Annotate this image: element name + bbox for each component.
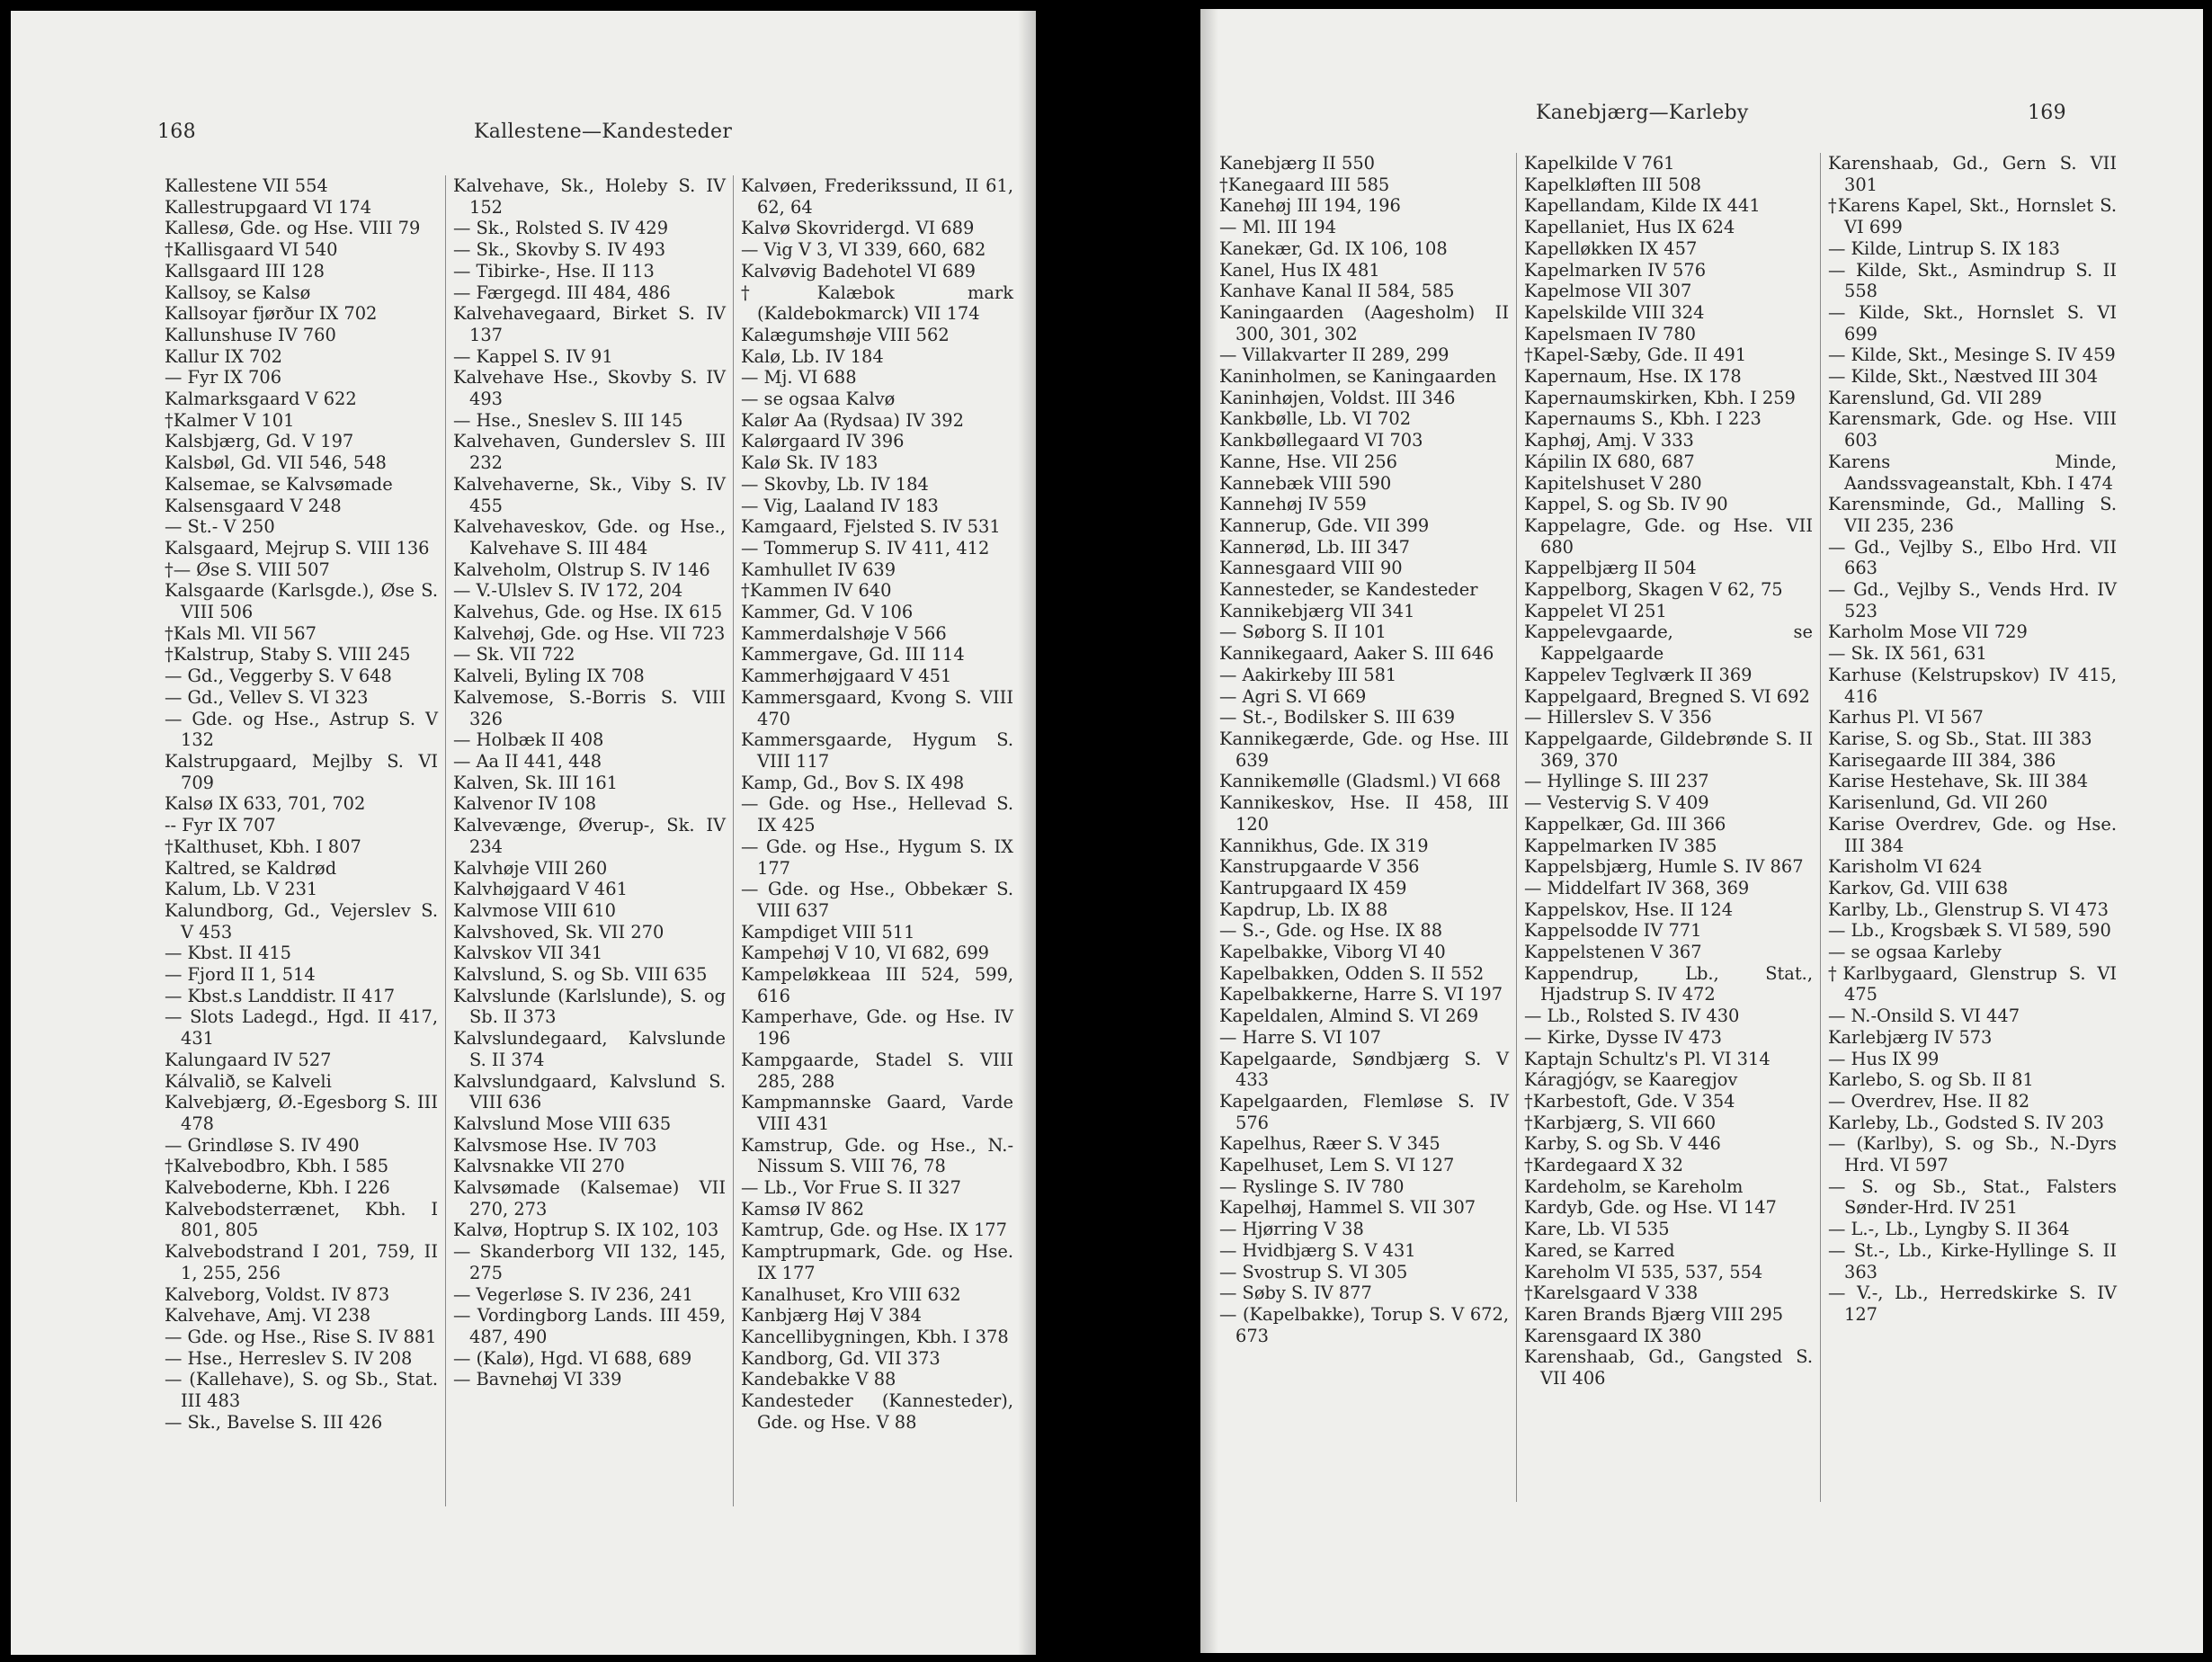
index-entry: — (Kapelbakke), Torup S. V 672, 673: [1219, 1303, 1509, 1346]
index-entry: Kannesgaard VIII 90: [1219, 558, 1403, 579]
index-entry: Kalvøen, Frederikssund, II 61, 62, 64: [741, 175, 1013, 218]
index-entry: Kalungaard IV 527: [165, 1049, 332, 1070]
index-entry: Karens Minde, Aandssvageanstalt, Kbh. I 474: [1828, 451, 2117, 494]
index-entry: Karenslund, Gd. VII 289: [1828, 387, 2042, 408]
index-entry: Kalvslundgaard, Kalvslund S. VIII 636: [453, 1070, 726, 1113]
index-entry: Kalvhøjgaard V 461: [453, 879, 628, 900]
index-entry: Karensgaard IX 380: [1524, 1325, 1702, 1346]
index-entry: Kannebæk VIII 590: [1219, 472, 1392, 494]
index-entry: †Kals Ml. VII 567: [165, 622, 317, 644]
index-entry: — Skanderborg VII 132, 145, 275: [453, 1241, 726, 1283]
index-entry: Kapelgaarden, Flemløse S. IV 576: [1219, 1090, 1509, 1133]
index-entry: Kalvsømade (Kalsemae) VII 270, 273: [453, 1177, 726, 1220]
index-entry: — N.-Onsild S. VI 447: [1828, 1005, 2020, 1027]
index-entry: — Vegerløse S. IV 236, 241: [453, 1283, 693, 1305]
index-entry: Kapelhuset, Lem S. VI 127: [1219, 1155, 1455, 1176]
index-entry: Karhuse (Kelstrupskov) IV 415, 416: [1828, 664, 2117, 707]
index-entry: Karlby, Lb., Glenstrup S. VI 473: [1828, 898, 2109, 920]
index-entry: Kalveholm, Olstrup S. IV 146: [453, 558, 710, 580]
index-entry: Kalsemae, se Kalvsømade: [165, 473, 393, 495]
index-entry: Kanstrupgaarde V 356: [1219, 856, 1420, 878]
index-entry: Kappelgaard, Bregned S. VI 692: [1524, 685, 1810, 707]
index-entry: Kalveborg, Voldst. IV 873: [165, 1283, 390, 1305]
index-entry: — Kilde, Skt., Hornslet S. VI 699: [1828, 301, 2117, 344]
index-entry: — Sk. IX 561, 631: [1828, 643, 1987, 665]
index-entry: †Kallisgaard VI 540: [165, 239, 338, 261]
index-columns: [1212, 153, 2197, 1502]
index-entry: Kappendrup, Lb., Stat., Hjadstrup S. IV 472: [1524, 962, 1813, 1005]
index-entry: Kalvehave, Amj. VI 238: [165, 1305, 371, 1327]
index-entry: Kapernaum, Hse. IX 178: [1524, 366, 1742, 388]
index-entry: Kalveboderne, Kbh. I 226: [165, 1177, 390, 1199]
index-entry: — Gd., Vejlby S., Elbo Hrd. VII 663: [1828, 536, 2117, 579]
index-entry: Kalveli, Byling IX 708: [453, 666, 645, 687]
index-entry: — S. og Sb., Stat., Falsters Sønder-Hrd. IV 251: [1828, 1175, 2117, 1219]
index-entry: Kalvslund, S. og Sb. VIII 635: [453, 964, 708, 986]
index-entry: — Gde. og Hse., Hygum S. IX 177: [741, 835, 1013, 879]
index-entry: Kapelgaarde, Søndbjærg S. V 433: [1219, 1048, 1509, 1091]
index-entry: †Karbjærg, S. VII 660: [1524, 1112, 1717, 1133]
index-entry: — Hse., Herreslev S. IV 208: [165, 1347, 413, 1369]
index-entry: Kapernaumskirken, Kbh. I 259: [1524, 387, 1796, 408]
index-entry: Karlebo, S. og Sb. II 81: [1828, 1069, 2034, 1091]
index-entry: Karkov, Gd. VIII 638: [1828, 877, 2009, 898]
index-entry: — Fjord II 1, 514: [165, 964, 316, 986]
index-entry: — Gde. og Hse., Astrup S. V 132: [165, 708, 438, 751]
index-entry: Kappelsodde IV 771: [1524, 920, 1702, 942]
index-entry: Kannesteder, se Kandesteder: [1219, 579, 1478, 601]
index-entry: Kappelgaarde, Gildebrønde S. II 369, 370: [1524, 728, 1813, 771]
index-entry: Kandebakke V 88: [741, 1369, 896, 1390]
index-entry: Kalvslund Mose VIII 635: [453, 1112, 672, 1134]
index-entry: — L.-, Lb., Lyngby S. II 364: [1828, 1219, 2070, 1240]
index-entry: Kalør Aa (Rydsaa) IV 392: [741, 409, 964, 431]
index-entry: — Gde. og Hse., Rise S. IV 881: [165, 1326, 437, 1347]
index-entry: Kardeholm, se Kareholm: [1524, 1175, 1744, 1197]
index-entry: — Fyr IX 706: [165, 367, 282, 389]
index-entry: — Grindløse S. IV 490: [165, 1134, 360, 1156]
index-entry: Kalvemose, S.-Borris S. VIII 326: [453, 686, 726, 729]
index-entry: †Kalvebodbro, Kbh. I 585: [165, 1156, 389, 1177]
index-entry: Kapelbakke, Viborg VI 40: [1219, 942, 1446, 963]
index-entry: Kantrupgaard IX 459: [1219, 877, 1407, 898]
index-column-3: [1820, 153, 2124, 1502]
index-entry: Kappelet VI 251: [1524, 600, 1667, 621]
index-entry: — Svostrup S. VI 305: [1219, 1261, 1408, 1282]
index-entry: Kalsensgaard V 248: [165, 495, 342, 516]
index-entry: Kappelkær, Gd. III 366: [1524, 813, 1726, 835]
index-entry: Kapitelshuset V 280: [1524, 472, 1702, 494]
index-entry: Karlebjærg IV 573: [1828, 1026, 1993, 1048]
index-entry: Kannikeskov, Hse. II 458, III 120: [1219, 792, 1509, 835]
index-entry: — Kilde, Skt., Mesinge S. IV 459: [1828, 344, 2116, 366]
index-entry: Kalvehaveskov, Gde. og Hse., Kalvehave S. III 484: [453, 516, 726, 558]
index-entry: — Kilde, Lintrup S. IX 183: [1828, 237, 2060, 259]
index-entry: Kálvalið, se Kalveli: [165, 1070, 332, 1092]
index-entry: Kalvsnakke VII 270: [453, 1156, 625, 1177]
index-entry: — Sk., Bavelse S. III 426: [165, 1411, 383, 1433]
index-entry: Kapdrup, Lb. IX 88: [1219, 898, 1388, 920]
index-entry: — Hse., Sneslev S. III 145: [453, 409, 683, 431]
index-entry: Kamgaard, Fjelsted S. IV 531: [741, 516, 1001, 538]
index-entry: — Hus IX 99: [1828, 1048, 1940, 1069]
index-entry: — Sk., Rolsted S. IV 429: [453, 218, 669, 239]
index-entry: — Hillerslev S. V 356: [1524, 707, 1712, 728]
index-entry: Kalsgaarde (Karlsgde.), Øse S. VIII 506: [165, 580, 438, 623]
index-entry: Kallestene VII 554: [165, 175, 328, 196]
index-entry: — Ml. III 194: [1219, 217, 1337, 238]
index-entry: Kammersgaard, Kvong S. VIII 470: [741, 686, 1013, 729]
index-entry: — Holbæk II 408: [453, 729, 604, 751]
index-entry: Kalvskov VII 341: [453, 943, 603, 964]
index-entry: Kappelagre, Gde. og Hse. VII 680: [1524, 514, 1813, 558]
index-entry: Kappelmarken IV 385: [1524, 835, 1717, 856]
index-entry: — Hjørring V 38: [1219, 1219, 1364, 1240]
index-entry: Kampgaarde, Stadel S. VIII 285, 288: [741, 1049, 1013, 1092]
index-entry: Kancellibygningen, Kbh. I 378: [741, 1326, 1009, 1347]
index-entry: — Skovby, Lb. IV 184: [741, 473, 929, 495]
index-entry: Kápilin IX 680, 687: [1524, 451, 1695, 472]
index-entry: Kammer, Gd. V 106: [741, 602, 914, 623]
index-entry: Kalvslunde (Karlslunde), S. og Sb. II 373: [453, 985, 726, 1028]
index-entry: Karensmark, Gde. og Hse. VIII 603: [1828, 408, 2117, 451]
index-entry: — Kappel S. IV 91: [453, 345, 613, 367]
index-entry: Kandesteder (Kannesteder), Gde. og Hse. V 88: [741, 1390, 1013, 1433]
index-entry: — Lb., Krogsbæk S. VI 589, 590: [1828, 920, 2111, 942]
index-entry: Kalundborg, Gd., Vejerslev S. V 453: [165, 899, 438, 943]
index-entry: — Vordingborg Lands. III 459, 487, 490: [453, 1305, 726, 1347]
index-entry: — Sk., Skovby S. IV 493: [453, 239, 666, 261]
index-entry: Kalvslundegaard, Kalvslunde S. II 374: [453, 1028, 726, 1070]
index-column-3: [733, 175, 1021, 1506]
index-entry: — Overdrev, Hse. II 82: [1828, 1090, 2030, 1112]
index-entry: Kalvmose VIII 610: [453, 899, 617, 921]
index-entry: Kallunshuse IV 760: [165, 324, 336, 345]
index-entry: — S.-, Gde. og Hse. IX 88: [1219, 920, 1443, 942]
index-entry: — se ogsaa Karleby: [1828, 942, 2002, 963]
index-entry: — Tibirke-, Hse. II 113: [453, 260, 655, 281]
running-head: Kallestene—Kandesteder: [474, 121, 733, 143]
index-entry: — Lb., Vor Frue S. II 327: [741, 1177, 961, 1199]
index-entry: Kappelevgaarde, se Kappelgaarde: [1524, 621, 1813, 665]
index-entry: Kaninhøjen, Voldst. III 346: [1219, 387, 1456, 408]
index-entry: Kalvebodsterrænet, Kbh. I 801, 805: [165, 1198, 438, 1241]
index-entry: — Gd., Vellev S. VI 323: [165, 686, 369, 708]
index-entry: Karen Brands Bjærg VIII 295: [1524, 1303, 1784, 1325]
index-entry: Karholm Mose VII 729: [1828, 621, 2028, 643]
index-entry: Kalvenor IV 108: [453, 793, 597, 815]
index-entry: Kanebjærg II 550: [1219, 153, 1376, 174]
index-entry: Kannerød, Lb. III 347: [1219, 536, 1410, 558]
index-entry: — Gd., Vejlby S., Vends Hrd. IV 523: [1828, 579, 2117, 621]
index-entry: — (Kallehave), S. og Sb., Stat. III 483: [165, 1369, 438, 1412]
index-entry: †Karens Kapel, Skt., Hornslet S. VI 699: [1828, 195, 2117, 238]
index-entry: Kamhullet IV 639: [741, 558, 896, 580]
index-column-2: [445, 175, 733, 1506]
index-entry: Kared, se Karred: [1524, 1239, 1675, 1261]
index-entry: Kammersgaarde, Hygum S. VIII 117: [741, 729, 1013, 772]
index-entry: Kardyb, Gde. og Hse. VI 147: [1524, 1197, 1777, 1219]
index-entry: — Agri S. VI 669: [1219, 685, 1367, 707]
index-entry: Kammergave, Gd. III 114: [741, 644, 965, 666]
index-entry: — Gde. og Hse., Hellevad S. IX 425: [741, 793, 1013, 836]
index-entry: Karisholm VI 624: [1828, 856, 1983, 878]
index-entry: — Aakirkeby III 581: [1219, 664, 1397, 685]
index-entry: Kaptajn Schultz's Pl. VI 314: [1524, 1048, 1770, 1069]
index-entry: Kalsbøl, Gd. VII 546, 548: [165, 452, 387, 474]
index-entry: Karisegaarde III 384, 386: [1828, 749, 2056, 771]
index-entry: Kappelborg, Skagen V 62, 75: [1524, 579, 1783, 601]
index-entry: Kampeløkkeaa III 524, 599, 616: [741, 964, 1013, 1006]
index-entry: Kalvsmose Hse. IV 703: [453, 1134, 657, 1156]
index-entry: †Kalæbok mark (Kaldebokmarck) VII 174: [741, 281, 1013, 325]
index-entry: Kallur IX 702: [165, 345, 283, 367]
index-entry: Kamp, Gd., Bov S. IX 498: [741, 772, 965, 793]
index-entry: — Tommerup S. IV 411, 412: [741, 537, 990, 558]
index-entry: Karhus Pl. VI 567: [1828, 707, 1984, 728]
right-page: [1200, 9, 2203, 1653]
index-entry: — Gd., Veggerby S. V 648: [165, 666, 392, 687]
index-entry: Karenshaab, Gd., Gern S. VII 301: [1828, 153, 2117, 195]
index-entry: Kalægumshøje VIII 562: [741, 324, 950, 345]
index-entry: Kannikegaard, Aaker S. III 646: [1219, 643, 1494, 665]
index-entry: — Vig V 3, VI 339, 660, 682: [741, 239, 986, 261]
index-column-1: [157, 175, 445, 1506]
index-entry: Kalum, Lb. V 231: [165, 879, 318, 900]
index-entry: Kappelstenen V 367: [1524, 942, 1702, 963]
index-entry: †— Øse S. VIII 507: [165, 558, 330, 580]
index-entry: Kapelskilde VIII 324: [1524, 301, 1705, 323]
index-entry: — Ryslinge S. IV 780: [1219, 1175, 1405, 1197]
index-entry: Kamperhave, Gde. og Hse. IV 196: [741, 1006, 1013, 1050]
index-entry: Kaltred, se Kaldrød: [165, 857, 337, 879]
index-entry: Kalstrupgaard, Mejlby S. VI 709: [165, 750, 438, 793]
index-entry: — se ogsaa Kalvø: [741, 389, 896, 410]
index-entry: — Slots Ladegd., Hgd. II 417, 431: [165, 1006, 438, 1050]
index-entry: Kalvehus, Gde. og Hse. IX 615: [453, 602, 723, 623]
index-entry: Kandborg, Gd. VII 373: [741, 1347, 941, 1369]
index-entry: †Kammen IV 640: [741, 580, 892, 602]
index-entry: — Vig, Laaland IV 183: [741, 495, 939, 516]
index-column-2: [1516, 153, 1820, 1502]
index-entry: — Hyllinge S. III 237: [1524, 771, 1709, 792]
index-entry: Kappelskov, Hse. II 124: [1524, 898, 1734, 920]
index-entry: Kannerup, Gde. VII 399: [1219, 514, 1430, 536]
index-entry: Kapeldalen, Almind S. VI 269: [1219, 1005, 1479, 1027]
index-entry: †Karlbygaard, Glenstrup S. VI 475: [1828, 962, 2117, 1005]
index-entry: — Gde. og Hse., Obbekær S. VIII 637: [741, 879, 1013, 921]
index-entry: Kanehøj III 194, 196: [1219, 195, 1401, 217]
index-entry: †Kardegaard X 32: [1524, 1155, 1683, 1176]
index-entry: — St.-, Lb., Kirke-Hyllinge S. II 363: [1828, 1239, 2117, 1282]
index-entry: Kankbøllegaard VI 703: [1219, 430, 1423, 451]
index-entry: Kanel, Hus IX 481: [1219, 259, 1380, 281]
index-entry: Kamstrup, Gde. og Hse., N.-Nissum S. VIII 76, 78: [741, 1134, 1013, 1177]
index-entry: — Villakvarter II 289, 299: [1219, 344, 1449, 366]
index-entry: — Kilde, Skt., Næstved III 304: [1828, 366, 2099, 388]
index-entry: Kalvevænge, Øverup-, Sk. IV 234: [453, 815, 726, 857]
index-entry: Kanne, Hse. VII 256: [1219, 451, 1397, 472]
index-entry: Kappel, S. og Sb. IV 90: [1524, 494, 1728, 515]
index-entry: Kalø Sk. IV 183: [741, 452, 879, 474]
index-entry: Kallesø, Gde. og Hse. VIII 79: [165, 218, 421, 239]
index-entry: — (Karlby), S. og Sb., N.-Dyrs Hrd. VI 597: [1828, 1133, 2117, 1176]
index-entry: Kamtrup, Gde. og Hse. IX 177: [741, 1220, 1007, 1241]
index-entry: Karby, S. og Sb. V 446: [1524, 1133, 1721, 1155]
index-entry: Kareholm VI 535, 537, 554: [1524, 1261, 1763, 1282]
index-entry: Kalvehavegaard, Birket S. IV 137: [453, 303, 726, 345]
index-entry: Karise Overdrev, Gde. og Hse. III 384: [1828, 813, 2117, 856]
index-entry: Káragjógv, se Kaaregjov: [1524, 1069, 1738, 1091]
index-entry: Kalmarksgaard V 622: [165, 389, 357, 410]
index-entry: -- Fyr IX 707: [165, 815, 276, 836]
index-entry: Kampmannske Gaard, Varde VIII 431: [741, 1092, 1013, 1134]
index-entry: Kapelbakkerne, Harre S. VI 197: [1219, 984, 1503, 1005]
index-entry: Kannehøj IV 559: [1219, 494, 1367, 515]
index-columns: [157, 175, 1021, 1506]
page-gutter-shadow: [1018, 11, 1036, 1655]
index-entry: Kapelløkken IX 457: [1524, 237, 1698, 259]
index-entry: Kanalhuset, Kro VIII 632: [741, 1283, 961, 1305]
index-entry: Kalvø Skovridergd. VI 689: [741, 218, 975, 239]
page-number: 168: [157, 121, 196, 143]
index-entry: — Middelfart IV 368, 369: [1524, 877, 1750, 898]
index-entry: Kankbølle, Lb. VI 702: [1219, 408, 1412, 430]
index-entry: Kare, Lb. VI 535: [1524, 1219, 1670, 1240]
index-entry: Kappelbjærg II 504: [1524, 558, 1697, 579]
index-entry: Kalsbjærg, Gd. V 197: [165, 431, 354, 452]
index-entry: Kamptrupmark, Gde. og Hse. IX 177: [741, 1241, 1013, 1283]
index-entry: Karenshaab, Gd., Gangsted S. VII 406: [1524, 1346, 1813, 1389]
index-entry: Kampdiget VIII 511: [741, 921, 915, 943]
index-entry: Kapellaniet, Hus IX 624: [1524, 217, 1735, 238]
index-entry: — V.-Ulslev S. IV 172, 204: [453, 580, 683, 602]
index-entry: Kapelhøj, Hammel S. VII 307: [1219, 1197, 1476, 1219]
index-entry: Kalvehave Hse., Skovby S. IV 493: [453, 367, 726, 410]
index-entry: Kalvehaven, Gunderslev S. III 232: [453, 431, 726, 474]
index-entry: Kalvhøje VIII 260: [453, 857, 608, 879]
index-entry: Kalvehaverne, Sk., Viby S. IV 455: [453, 473, 726, 516]
index-entry: Karensminde, Gd., Malling S. VII 235, 236: [1828, 494, 2117, 536]
index-entry: Kannikhus, Gde. IX 319: [1219, 835, 1429, 856]
index-entry: Kalvshoved, Sk. VII 270: [453, 921, 664, 943]
page-number: 169: [2028, 102, 2066, 124]
index-entry: Kaphøj, Amj. V 333: [1524, 430, 1694, 451]
index-entry: — Harre S. VI 107: [1219, 1026, 1381, 1048]
index-entry: Kannikebjærg VII 341: [1219, 600, 1415, 621]
index-entry: Kapelbakken, Odden S. II 552: [1219, 962, 1485, 984]
index-entry: Kanbjærg Høj V 384: [741, 1305, 922, 1327]
index-entry: — St.- V 250: [165, 516, 275, 538]
index-entry: Kalørgaard IV 396: [741, 431, 905, 452]
index-entry: Kalsgaard, Mejrup S. VIII 136: [165, 537, 430, 558]
index-entry: — Mj. VI 688: [741, 367, 857, 389]
index-entry: Kallsoyar fjørður IX 702: [165, 303, 378, 325]
index-entry: Kapelsmaen IV 780: [1524, 323, 1696, 344]
index-entry: — Kirke, Dysse IV 473: [1524, 1026, 1722, 1048]
index-entry: — Kbst. II 415: [165, 943, 292, 964]
index-entry: Kapelmose VII 307: [1524, 281, 1692, 302]
index-entry: — Sk. VII 722: [453, 644, 575, 666]
index-entry: †Karbestoft, Gde. V 354: [1524, 1090, 1735, 1112]
index-entry: Kallsgaard III 128: [165, 260, 325, 281]
index-entry: †Karelsgaard V 338: [1524, 1282, 1699, 1304]
index-entry: Kalsø IX 633, 701, 702: [165, 793, 366, 815]
index-entry: Kallsoy, se Kalsø: [165, 281, 311, 303]
index-entry: Karleby, Lb., Godsted S. IV 203: [1828, 1112, 2105, 1133]
index-entry: — Søborg S. II 101: [1219, 621, 1387, 643]
index-entry: Kalven, Sk. III 161: [453, 772, 619, 793]
index-entry: — V.-, Lb., Herredskirke S. IV 127: [1828, 1282, 2117, 1325]
index-entry: †Kanegaard III 585: [1219, 174, 1390, 195]
index-entry: — Kbst.s Landdistr. II 417: [165, 985, 396, 1006]
index-entry: †Kalthuset, Kbh. I 807: [165, 835, 361, 857]
index-entry: Kallestrupgaard VI 174: [165, 196, 372, 218]
index-entry: †Kalstrup, Staby S. VIII 245: [165, 644, 411, 666]
index-entry: Kalvø, Hoptrup S. IX 102, 103: [453, 1220, 719, 1241]
index-entry: Kalvehøj, Gde. og Hse. VII 723: [453, 622, 726, 644]
index-entry: Karisenlund, Gd. VII 260: [1828, 792, 2048, 814]
index-entry: Kapelmarken IV 576: [1524, 259, 1707, 281]
index-entry: Kalvehave, Sk., Holeby S. IV 152: [453, 175, 726, 218]
index-entry: — Færgegd. III 484, 486: [453, 281, 671, 303]
index-entry: Kalvebodstrand I 201, 759, II 1, 255, 256: [165, 1241, 438, 1283]
index-entry: Kappelsbjærg, Humle S. IV 867: [1524, 856, 1804, 878]
index-entry: — Vestervig S. V 409: [1524, 792, 1709, 814]
index-entry: †Kalmer V 101: [165, 409, 295, 431]
index-entry: Karise, S. og Sb., Stat. III 383: [1828, 728, 2092, 749]
index-entry: — Lb., Rolsted S. IV 430: [1524, 1005, 1740, 1027]
index-entry: Kapelkløften III 508: [1524, 174, 1702, 195]
index-entry: — Kilde, Skt., Asmindrup S. II 558: [1828, 259, 2117, 302]
left-page: [11, 11, 1036, 1655]
index-entry: — Aa II 441, 448: [453, 750, 602, 772]
index-entry: Karise Hestehave, Sk. III 384: [1828, 771, 2089, 792]
index-entry: Kapelhus, Ræer S. V 345: [1219, 1133, 1440, 1155]
index-entry: Kappelev Teglværk II 369: [1524, 664, 1753, 685]
index-entry: Kampehøj V 10, VI 682, 699: [741, 943, 990, 964]
index-entry: — Bavnehøj VI 339: [453, 1369, 622, 1390]
index-entry: Kapellandam, Kilde IX 441: [1524, 195, 1761, 217]
index-entry: — Søby S. IV 877: [1219, 1282, 1372, 1304]
index-entry: †Kapel-Sæby, Gde. II 491: [1524, 344, 1747, 366]
index-entry: Kalvebjærg, Ø.-Egesborg S. III 478: [165, 1092, 438, 1134]
index-entry: — St.-, Bodilsker S. III 639: [1219, 707, 1456, 728]
index-entry: Kamsø IV 862: [741, 1198, 865, 1220]
index-column-1: [1212, 153, 1516, 1502]
index-entry: Kapelkilde V 761: [1524, 153, 1675, 174]
index-entry: Kanhave Kanal II 584, 585: [1219, 281, 1455, 302]
running-head: Kanebjærg—Karleby: [1536, 102, 1749, 124]
index-entry: Kammerdalshøje V 566: [741, 622, 947, 644]
index-entry: Kapernaums S., Kbh. I 223: [1524, 408, 1762, 430]
index-entry: Kannikegærde, Gde. og Hse. III 639: [1219, 728, 1509, 771]
index-entry: Kalvøvig Badehotel VI 689: [741, 260, 976, 281]
index-entry: Kannikemølle (Gladsml.) VI 668: [1219, 771, 1502, 792]
index-entry: Kammerhøjgaard V 451: [741, 666, 952, 687]
index-entry: — Hvidbjærg S. V 431: [1219, 1239, 1416, 1261]
index-entry: Kalø, Lb. IV 184: [741, 345, 884, 367]
index-entry: Kaningaarden (Aagesholm) II 300, 301, 302: [1219, 301, 1509, 344]
index-entry: Kaninholmen, se Kaningaarden: [1219, 366, 1497, 388]
index-entry: — (Kalø), Hgd. VI 688, 689: [453, 1347, 692, 1369]
index-entry: Kanekær, Gd. IX 106, 108: [1219, 237, 1448, 259]
